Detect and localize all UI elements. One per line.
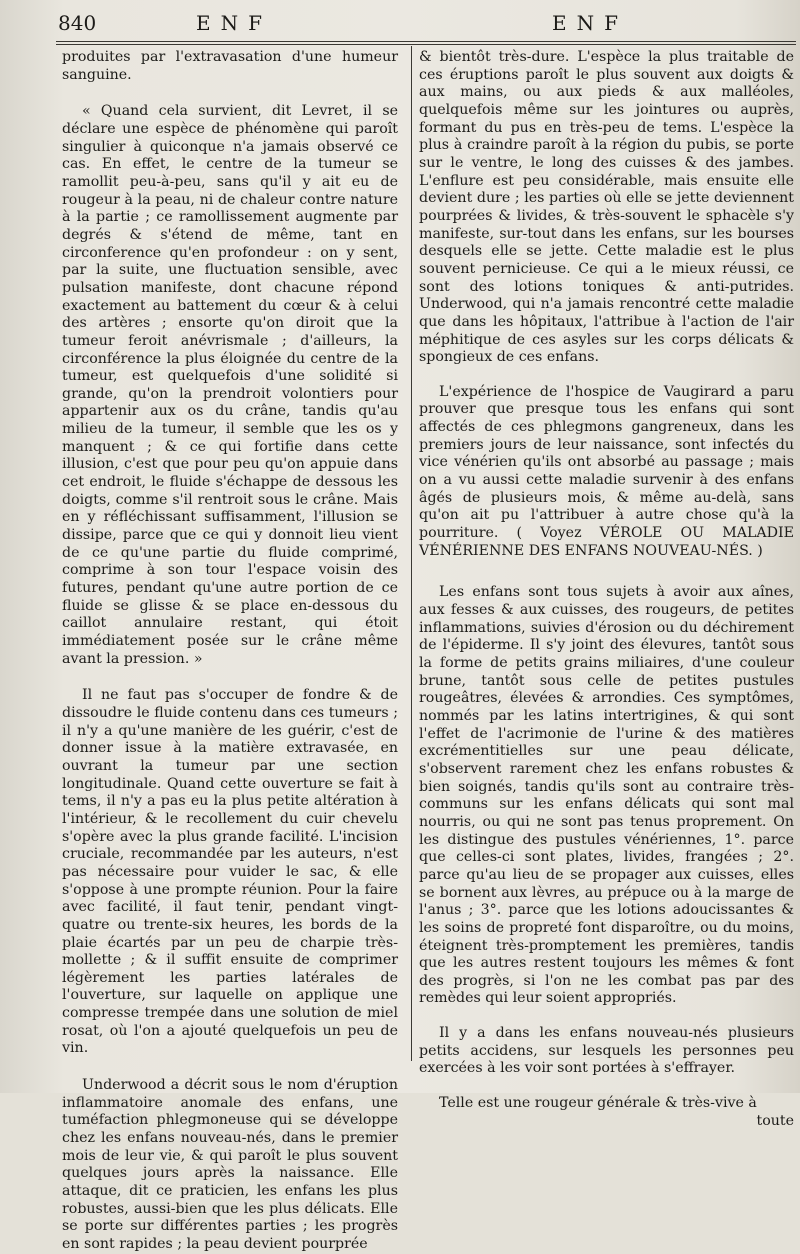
left-column	[62, 49, 398, 1254]
paragraph: « Quand cela survient, dit Levret, il se déclare une espèce de phénomène qui paroît singulier à quiconque n'a jamais observé ce cas. En effet, le centre de la tumeur se ramollit peu-à-peu, sans qu'il y ait eu de rougeur à la peau, ni de chaleur contre nature à la partie ; ce ramollissement augmente par degrés & s'étend de même, tant en circonference qu'en profondeur : on y sent, par la suite, une fluctuation sensible, avec pulsation manifeste, dont chacune répond exactement au battement du cœur & à celui des artères ; ensorte qu'on diroit que la tumeur feroit anévrismale ; d'ailleurs, la circonférence la plus éloignée du centre de la tumeur, est quelquefois d'une solidité si grande, qu'on la prendroit volontiers pour appartenir aux os du crâne, tandis qu'au milieu de la tumeur, il semble que les os y manquent ; & ce qui fortifie dans cette illusion, c'est que pour peu qu'on appuie dans cet endroit, le fluide s'échappe de dessous les doigts, comme s'il rentroit sous le crâne. Mais en y réfléchissant suffisamment, l'illusion se dissipe, parce que ce qui y donnoit lieu vient de ce qu'une partie du fluide comprimé, comprime à son tour l'espace voisin des futures, pendant qu'une autre portion de ce fluide se glisse & se place en-dessous du caillot annulaire restant, qui étoit immédiatement posée sur le crâne même avant la pression. »	[62, 103, 398, 667]
paragraph: Il ne faut pas s'occuper de fondre & de dissoudre le fluide contenu dans ces tumeurs ; il n'y a qu'une manière de les guérir, c'est de donner issue à la matière extravasée, en ouvrant la tumeur par une section longitudinale. Quand cette ouverture se fait à tems, il n'y a pas eu la plus petite altération à l'intérieur, & le recollement du cuir chevelu s'opère avec la plus grande facilité. L'incision cruciale, recommandée par les auteurs, n'est pas nécessaire pour vuider le sac, & elle s'oppose à une prompte réunion. Pour la faire avec facilité, il faut tenir, pendant vingt-quatre ou trente-six heures, les bords de la plaie écartés par un peu de charpie très-mollette ; & il suffit ensuite de comprimer légèrement les parties latérales de l'ouverture, sur laquelle on applique une compresse trempée dans une solution de miel rosat, où l'on a ajouté quelquefois un peu de vin.	[62, 687, 398, 1057]
catchword: toute	[756, 1112, 794, 1129]
paragraph: Il y a dans les enfans nouveau-nés plusieurs petits accidens, sur lesquels les personnes peu exercées à les voir sont portées à s'effrayer.	[419, 1025, 794, 1077]
running-head-right: ENF	[552, 11, 628, 35]
paragraph: Underwood a décrit sous le nom d'éruption inflammatoire anomale des enfans, une tuméfaction phlegmoneuse qui se développe chez les enfans nouveau-nés, dans le premier mois de leur vie, & qui paroît le plus souvent quelques jours après la naissance. Elle attaque, dit ce praticien, les enfans les plus robustes, aussi-bien que les plus délicats. Elle se porte sur différentes parties ; les progrès en sont rapides ; la peau devient pourprée	[62, 1077, 398, 1252]
column-divider	[411, 46, 412, 1061]
paragraph: Telle est une rougeur générale & très-vive à	[439, 1095, 757, 1112]
paragraph: Les enfans sont tous sujets à avoir aux aînes, aux fesses & aux cuisses, des rougeurs, de petites inflammations, suivies d'érosion ou du déchirement de l'épiderme. Il s'y joint des élevures, tantôt sous la forme de petits grains miliaires, d'une couleur brune, tantôt sous celle de petites pustules rougeâtres, élevées & arrondies. Ces symptômes, nommés par les latins intertrigines, & qui sont l'effet de l'acrimonie de l'urine & des matières excrémentitielles sur une peau délicate, s'observent rarement chez les enfans robustes & bien soignés, tandis qu'ils sont au contraire très-communs sur les enfans délicats qui sont mal nourris, ou qui ne sont pas tenus proprement. On les distingue des pustules vénériennes, 1°. parce que celles-ci sont plates, livides, frangées ; 2°. parce qu'au lieu de se propager aux cuisses, elles se bornent aux lèvres, au prépuce ou à la marge de l'anus ; 3°. parce que les lotions adoucissantes & les soins de propreté font disparoître, ou du moins, éteignent très-promptement les premières, tandis que les autres restent toujours les mêmes & font des progrès, si l'on ne les combat pas par des remèdes qui leur soient appropriés.	[419, 584, 794, 1007]
running-head-left: ENF	[196, 11, 272, 35]
paragraph: produites par l'extravasation d'une humeur sanguine.	[62, 49, 398, 83]
header-rule-second	[56, 44, 796, 45]
paragraph: L'expérience de l'hospice de Vaugirard a paru prouver que presque tous les enfans qui sont affectés de ces phlegmons gangreneux, dans les premiers jours de leur naissance, sont infectés du vice vénérien qu'ils ont absorbé au passage ; mais on a vu aussi cette maladie survenir à des enfans âgés de plusieurs mois, & même au-delà, sans qu'on ait pu l'attribuer à autre chose qu'à la pourriture. ( Voyez VÉROLE OU MALADIE VÉNÉRIENNE DES ENFANS NOUVEAU-NÉS. )	[419, 383, 794, 559]
right-column	[419, 49, 794, 1130]
page-number: 840	[58, 11, 97, 35]
header-rule	[56, 41, 796, 42]
paragraph: & bientôt très-dure. L'espèce la plus traitable de ces éruptions paroît le plus souvent aux doigts & aux mains, ou aux pieds & aux malléoles, quelquefois même sur les jointures ou auprès, formant du pus en très-peu de tems. L'espèce la plus à craindre paroît à la région du pubis, se porte sur le ventre, le long des cuisses & des jambes. L'enflure est peu considérable, mais ensuite elle devient dure ; les parties où elle se jette deviennent pourprées & livides, & très-souvent le sphacèle s'y manifeste, sur-tout dans les enfans, sur les bourses desquels elle se jette. Cette maladie est le plus souvent pernicieuse. Ce qui a le mieux réussi, ce sont des lotions toniques & anti-putrides. Underwood, qui n'a jamais rencontré cette maladie que dans les hôpitaux, l'attribue à l'action de l'air méphitique de ces asyles sur les corps délicats & spongieux de ces enfans.	[419, 49, 794, 366]
